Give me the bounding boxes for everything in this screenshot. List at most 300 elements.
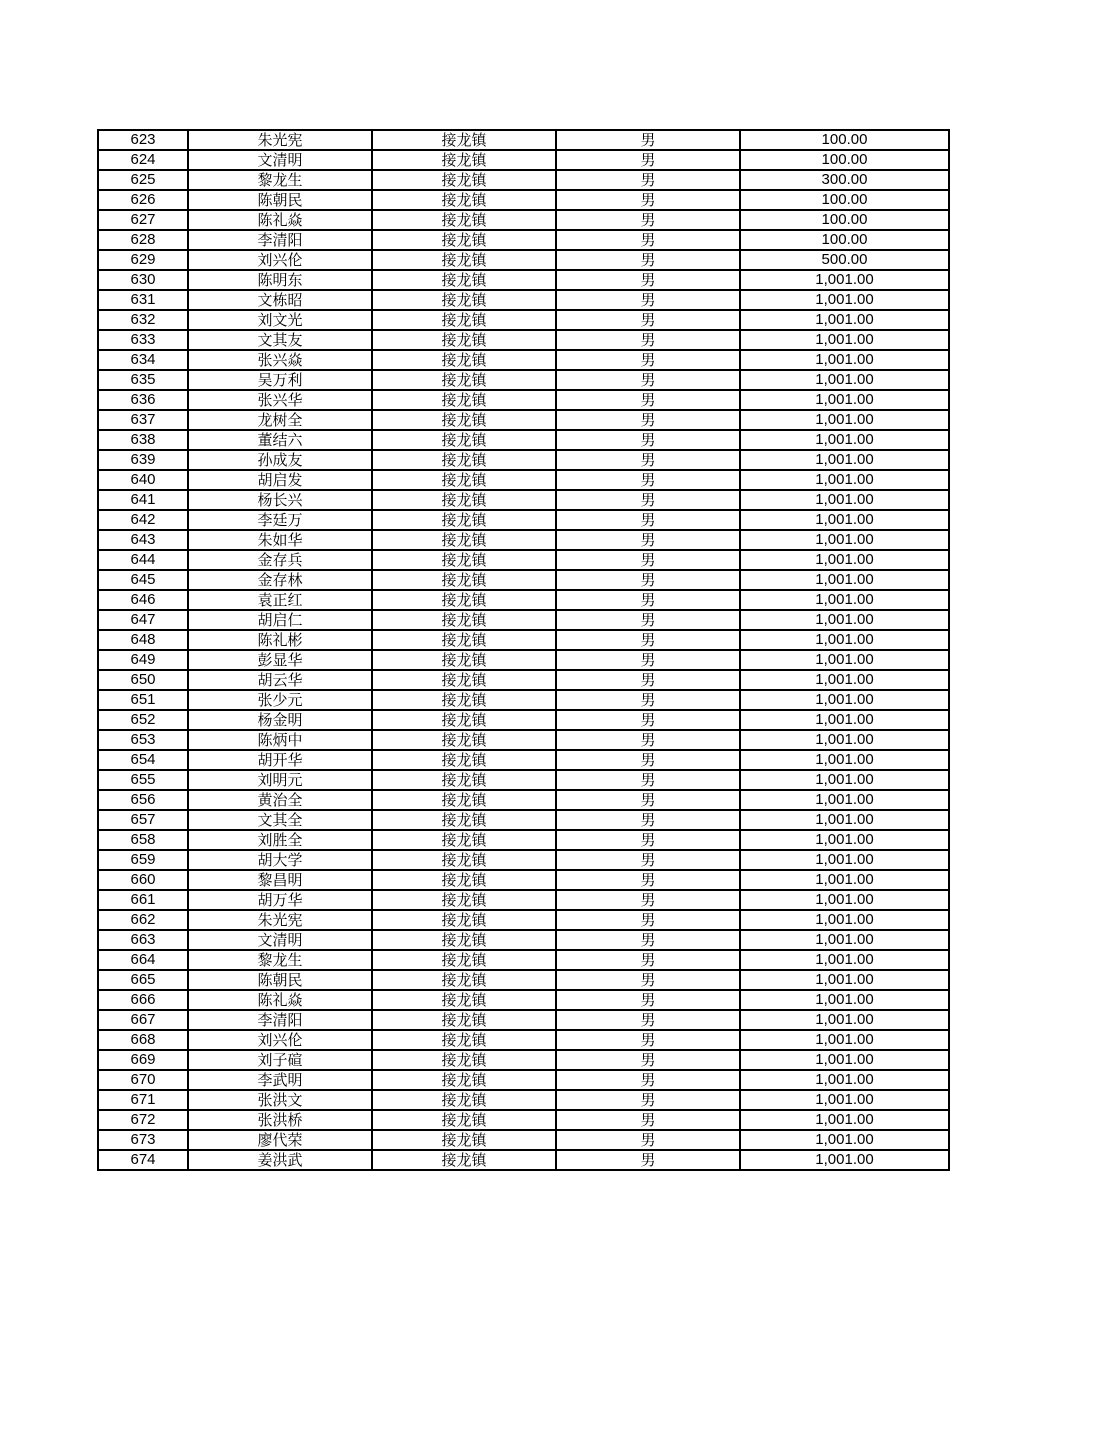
row-number-cell: 639 xyxy=(98,450,188,470)
amount-cell: 1,001.00 xyxy=(740,510,949,530)
row-number-cell: 662 xyxy=(98,910,188,930)
table-row xyxy=(98,730,949,750)
name-cell: 陈朝民 xyxy=(188,970,372,990)
name-cell: 胡大学 xyxy=(188,850,372,870)
row-number-cell: 635 xyxy=(98,370,188,390)
table-row xyxy=(98,1110,949,1130)
town-cell: 接龙镇 xyxy=(372,930,556,950)
amount-cell: 1,001.00 xyxy=(740,830,949,850)
gender-cell: 男 xyxy=(556,930,740,950)
name-cell: 黎龙生 xyxy=(188,950,372,970)
table-row xyxy=(98,850,949,870)
amount-cell: 1,001.00 xyxy=(740,1090,949,1110)
table-row xyxy=(98,190,949,210)
amount-cell: 1,001.00 xyxy=(740,990,949,1010)
town-cell: 接龙镇 xyxy=(372,370,556,390)
town-cell: 接龙镇 xyxy=(372,190,556,210)
table-row xyxy=(98,990,949,1010)
amount-cell: 1,001.00 xyxy=(740,310,949,330)
town-cell: 接龙镇 xyxy=(372,350,556,370)
town-cell: 接龙镇 xyxy=(372,970,556,990)
town-cell: 接龙镇 xyxy=(372,570,556,590)
gender-cell: 男 xyxy=(556,690,740,710)
town-cell: 接龙镇 xyxy=(372,670,556,690)
town-cell: 接龙镇 xyxy=(372,830,556,850)
gender-cell: 男 xyxy=(556,1090,740,1110)
table-row xyxy=(98,230,949,250)
amount-cell: 1,001.00 xyxy=(740,790,949,810)
town-cell: 接龙镇 xyxy=(372,1130,556,1150)
name-cell: 朱光宪 xyxy=(188,910,372,930)
row-number-cell: 657 xyxy=(98,810,188,830)
amount-cell: 1,001.00 xyxy=(740,850,949,870)
row-number-cell: 653 xyxy=(98,730,188,750)
amount-cell: 1,001.00 xyxy=(740,770,949,790)
table-row xyxy=(98,750,949,770)
table-row xyxy=(98,490,949,510)
amount-cell: 1,001.00 xyxy=(740,910,949,930)
amount-cell: 1,001.00 xyxy=(740,1150,949,1170)
table-row xyxy=(98,650,949,670)
town-cell: 接龙镇 xyxy=(372,170,556,190)
row-number-cell: 666 xyxy=(98,990,188,1010)
amount-cell: 100.00 xyxy=(740,230,949,250)
gender-cell: 男 xyxy=(556,290,740,310)
gender-cell: 男 xyxy=(556,150,740,170)
row-number-cell: 656 xyxy=(98,790,188,810)
town-cell: 接龙镇 xyxy=(372,590,556,610)
name-cell: 杨金明 xyxy=(188,710,372,730)
name-cell: 陈礼彬 xyxy=(188,630,372,650)
gender-cell: 男 xyxy=(556,710,740,730)
town-cell: 接龙镇 xyxy=(372,1050,556,1070)
amount-cell: 1,001.00 xyxy=(740,270,949,290)
gender-cell: 男 xyxy=(556,350,740,370)
row-number-cell: 672 xyxy=(98,1110,188,1130)
table-row xyxy=(98,370,949,390)
row-number-cell: 631 xyxy=(98,290,188,310)
town-cell: 接龙镇 xyxy=(372,470,556,490)
row-number-cell: 660 xyxy=(98,870,188,890)
gender-cell: 男 xyxy=(556,850,740,870)
town-cell: 接龙镇 xyxy=(372,390,556,410)
town-cell: 接龙镇 xyxy=(372,130,556,150)
name-cell: 李武明 xyxy=(188,1070,372,1090)
roster-table-body xyxy=(98,130,949,1170)
amount-cell: 1,001.00 xyxy=(740,330,949,350)
town-cell: 接龙镇 xyxy=(372,210,556,230)
gender-cell: 男 xyxy=(556,670,740,690)
row-number-cell: 625 xyxy=(98,170,188,190)
gender-cell: 男 xyxy=(556,270,740,290)
gender-cell: 男 xyxy=(556,370,740,390)
name-cell: 刘胜全 xyxy=(188,830,372,850)
town-cell: 接龙镇 xyxy=(372,870,556,890)
row-number-cell: 628 xyxy=(98,230,188,250)
table-row xyxy=(98,390,949,410)
table-row xyxy=(98,290,949,310)
amount-cell: 1,001.00 xyxy=(740,490,949,510)
town-cell: 接龙镇 xyxy=(372,270,556,290)
gender-cell: 男 xyxy=(556,1010,740,1030)
amount-cell: 1,001.00 xyxy=(740,950,949,970)
name-cell: 张兴焱 xyxy=(188,350,372,370)
amount-cell: 1,001.00 xyxy=(740,290,949,310)
town-cell: 接龙镇 xyxy=(372,230,556,250)
amount-cell: 1,001.00 xyxy=(740,1130,949,1150)
amount-cell: 1,001.00 xyxy=(740,570,949,590)
amount-cell: 1,001.00 xyxy=(740,530,949,550)
town-cell: 接龙镇 xyxy=(372,1090,556,1110)
table-row xyxy=(98,710,949,730)
table-row xyxy=(98,550,949,570)
amount-cell: 500.00 xyxy=(740,250,949,270)
name-cell: 刘兴伦 xyxy=(188,250,372,270)
table-row xyxy=(98,630,949,650)
gender-cell: 男 xyxy=(556,890,740,910)
table-row xyxy=(98,770,949,790)
table-row xyxy=(98,870,949,890)
gender-cell: 男 xyxy=(556,650,740,670)
town-cell: 接龙镇 xyxy=(372,1150,556,1170)
name-cell: 廖代荣 xyxy=(188,1130,372,1150)
name-cell: 陈炳中 xyxy=(188,730,372,750)
gender-cell: 男 xyxy=(556,1070,740,1090)
town-cell: 接龙镇 xyxy=(372,1070,556,1090)
roster-table xyxy=(97,129,950,1171)
town-cell: 接龙镇 xyxy=(372,410,556,430)
row-number-cell: 665 xyxy=(98,970,188,990)
name-cell: 李清阳 xyxy=(188,1010,372,1030)
gender-cell: 男 xyxy=(556,810,740,830)
row-number-cell: 645 xyxy=(98,570,188,590)
name-cell: 陈明东 xyxy=(188,270,372,290)
row-number-cell: 668 xyxy=(98,1030,188,1050)
row-number-cell: 654 xyxy=(98,750,188,770)
gender-cell: 男 xyxy=(556,490,740,510)
amount-cell: 1,001.00 xyxy=(740,470,949,490)
row-number-cell: 671 xyxy=(98,1090,188,1110)
gender-cell: 男 xyxy=(556,310,740,330)
amount-cell: 1,001.00 xyxy=(740,930,949,950)
name-cell: 姜洪武 xyxy=(188,1150,372,1170)
table-row xyxy=(98,330,949,350)
name-cell: 黎龙生 xyxy=(188,170,372,190)
row-number-cell: 649 xyxy=(98,650,188,670)
row-number-cell: 626 xyxy=(98,190,188,210)
name-cell: 文清明 xyxy=(188,930,372,950)
gender-cell: 男 xyxy=(556,230,740,250)
table-row xyxy=(98,210,949,230)
row-number-cell: 648 xyxy=(98,630,188,650)
name-cell: 胡启仁 xyxy=(188,610,372,630)
row-number-cell: 650 xyxy=(98,670,188,690)
row-number-cell: 646 xyxy=(98,590,188,610)
name-cell: 金存兵 xyxy=(188,550,372,570)
row-number-cell: 661 xyxy=(98,890,188,910)
table-row xyxy=(98,690,949,710)
amount-cell: 1,001.00 xyxy=(740,970,949,990)
town-cell: 接龙镇 xyxy=(372,550,556,570)
amount-cell: 1,001.00 xyxy=(740,890,949,910)
town-cell: 接龙镇 xyxy=(372,790,556,810)
table-row xyxy=(98,890,949,910)
gender-cell: 男 xyxy=(556,390,740,410)
row-number-cell: 637 xyxy=(98,410,188,430)
name-cell: 张洪文 xyxy=(188,1090,372,1110)
gender-cell: 男 xyxy=(556,970,740,990)
table-row xyxy=(98,910,949,930)
gender-cell: 男 xyxy=(556,450,740,470)
town-cell: 接龙镇 xyxy=(372,650,556,670)
name-cell: 文清明 xyxy=(188,150,372,170)
amount-cell: 1,001.00 xyxy=(740,650,949,670)
name-cell: 胡万华 xyxy=(188,890,372,910)
row-number-cell: 673 xyxy=(98,1130,188,1150)
amount-cell: 1,001.00 xyxy=(740,390,949,410)
table-row xyxy=(98,350,949,370)
row-number-cell: 669 xyxy=(98,1050,188,1070)
row-number-cell: 640 xyxy=(98,470,188,490)
gender-cell: 男 xyxy=(556,1050,740,1070)
row-number-cell: 652 xyxy=(98,710,188,730)
name-cell: 张洪桥 xyxy=(188,1110,372,1130)
gender-cell: 男 xyxy=(556,770,740,790)
gender-cell: 男 xyxy=(556,570,740,590)
name-cell: 朱光宪 xyxy=(188,130,372,150)
gender-cell: 男 xyxy=(556,990,740,1010)
amount-cell: 1,001.00 xyxy=(740,1070,949,1090)
row-number-cell: 641 xyxy=(98,490,188,510)
name-cell: 张兴华 xyxy=(188,390,372,410)
row-number-cell: 647 xyxy=(98,610,188,630)
gender-cell: 男 xyxy=(556,870,740,890)
table-row xyxy=(98,970,949,990)
table-row xyxy=(98,930,949,950)
name-cell: 龙树全 xyxy=(188,410,372,430)
table-row xyxy=(98,1070,949,1090)
table-row xyxy=(98,1010,949,1030)
row-number-cell: 655 xyxy=(98,770,188,790)
row-number-cell: 642 xyxy=(98,510,188,530)
name-cell: 刘子碹 xyxy=(188,1050,372,1070)
town-cell: 接龙镇 xyxy=(372,150,556,170)
amount-cell: 1,001.00 xyxy=(740,370,949,390)
table-row xyxy=(98,790,949,810)
row-number-cell: 659 xyxy=(98,850,188,870)
amount-cell: 100.00 xyxy=(740,190,949,210)
town-cell: 接龙镇 xyxy=(372,850,556,870)
gender-cell: 男 xyxy=(556,550,740,570)
amount-cell: 1,001.00 xyxy=(740,710,949,730)
name-cell: 陈朝民 xyxy=(188,190,372,210)
amount-cell: 1,001.00 xyxy=(740,1050,949,1070)
town-cell: 接龙镇 xyxy=(372,710,556,730)
table-row xyxy=(98,1030,949,1050)
row-number-cell: 630 xyxy=(98,270,188,290)
table-row xyxy=(98,130,949,150)
gender-cell: 男 xyxy=(556,470,740,490)
town-cell: 接龙镇 xyxy=(372,1030,556,1050)
name-cell: 胡启发 xyxy=(188,470,372,490)
town-cell: 接龙镇 xyxy=(372,690,556,710)
amount-cell: 1,001.00 xyxy=(740,730,949,750)
amount-cell: 1,001.00 xyxy=(740,750,949,770)
name-cell: 陈礼焱 xyxy=(188,990,372,1010)
gender-cell: 男 xyxy=(556,1110,740,1130)
table-row xyxy=(98,430,949,450)
gender-cell: 男 xyxy=(556,830,740,850)
name-cell: 文其友 xyxy=(188,330,372,350)
gender-cell: 男 xyxy=(556,510,740,530)
town-cell: 接龙镇 xyxy=(372,1110,556,1130)
table-row xyxy=(98,410,949,430)
town-cell: 接龙镇 xyxy=(372,290,556,310)
name-cell: 黎昌明 xyxy=(188,870,372,890)
town-cell: 接龙镇 xyxy=(372,1010,556,1030)
name-cell: 彭显华 xyxy=(188,650,372,670)
town-cell: 接龙镇 xyxy=(372,950,556,970)
amount-cell: 300.00 xyxy=(740,170,949,190)
name-cell: 杨长兴 xyxy=(188,490,372,510)
name-cell: 董结六 xyxy=(188,430,372,450)
table-row xyxy=(98,250,949,270)
name-cell: 胡云华 xyxy=(188,670,372,690)
table-row xyxy=(98,590,949,610)
town-cell: 接龙镇 xyxy=(372,610,556,630)
gender-cell: 男 xyxy=(556,530,740,550)
name-cell: 刘文光 xyxy=(188,310,372,330)
name-cell: 陈礼焱 xyxy=(188,210,372,230)
table-row xyxy=(98,530,949,550)
town-cell: 接龙镇 xyxy=(372,630,556,650)
gender-cell: 男 xyxy=(556,1030,740,1050)
name-cell: 文栋昭 xyxy=(188,290,372,310)
name-cell: 金存林 xyxy=(188,570,372,590)
table-row xyxy=(98,1150,949,1170)
amount-cell: 1,001.00 xyxy=(740,350,949,370)
amount-cell: 1,001.00 xyxy=(740,550,949,570)
table-row xyxy=(98,610,949,630)
row-number-cell: 667 xyxy=(98,1010,188,1030)
name-cell: 李廷万 xyxy=(188,510,372,530)
name-cell: 袁正红 xyxy=(188,590,372,610)
row-number-cell: 624 xyxy=(98,150,188,170)
gender-cell: 男 xyxy=(556,190,740,210)
town-cell: 接龙镇 xyxy=(372,310,556,330)
table-row xyxy=(98,310,949,330)
town-cell: 接龙镇 xyxy=(372,890,556,910)
town-cell: 接龙镇 xyxy=(372,330,556,350)
table-row xyxy=(98,570,949,590)
name-cell: 孙成友 xyxy=(188,450,372,470)
gender-cell: 男 xyxy=(556,130,740,150)
amount-cell: 100.00 xyxy=(740,210,949,230)
row-number-cell: 629 xyxy=(98,250,188,270)
amount-cell: 1,001.00 xyxy=(740,410,949,430)
gender-cell: 男 xyxy=(556,950,740,970)
gender-cell: 男 xyxy=(556,590,740,610)
row-number-cell: 636 xyxy=(98,390,188,410)
town-cell: 接龙镇 xyxy=(372,490,556,510)
amount-cell: 1,001.00 xyxy=(740,1030,949,1050)
name-cell: 吴万利 xyxy=(188,370,372,390)
table-row xyxy=(98,270,949,290)
gender-cell: 男 xyxy=(556,750,740,770)
name-cell: 张少元 xyxy=(188,690,372,710)
gender-cell: 男 xyxy=(556,910,740,930)
amount-cell: 1,001.00 xyxy=(740,870,949,890)
row-number-cell: 674 xyxy=(98,1150,188,1170)
gender-cell: 男 xyxy=(556,630,740,650)
town-cell: 接龙镇 xyxy=(372,990,556,1010)
gender-cell: 男 xyxy=(556,1130,740,1150)
amount-cell: 100.00 xyxy=(740,150,949,170)
table-row xyxy=(98,950,949,970)
amount-cell: 1,001.00 xyxy=(740,1110,949,1130)
name-cell: 文其全 xyxy=(188,810,372,830)
table-row xyxy=(98,1050,949,1070)
table-row xyxy=(98,170,949,190)
row-number-cell: 663 xyxy=(98,930,188,950)
name-cell: 刘明元 xyxy=(188,770,372,790)
gender-cell: 男 xyxy=(556,430,740,450)
amount-cell: 1,001.00 xyxy=(740,610,949,630)
gender-cell: 男 xyxy=(556,410,740,430)
name-cell: 黄治全 xyxy=(188,790,372,810)
row-number-cell: 638 xyxy=(98,430,188,450)
town-cell: 接龙镇 xyxy=(372,450,556,470)
row-number-cell: 632 xyxy=(98,310,188,330)
town-cell: 接龙镇 xyxy=(372,810,556,830)
table-row xyxy=(98,1090,949,1110)
row-number-cell: 651 xyxy=(98,690,188,710)
amount-cell: 1,001.00 xyxy=(740,430,949,450)
town-cell: 接龙镇 xyxy=(372,730,556,750)
gender-cell: 男 xyxy=(556,170,740,190)
gender-cell: 男 xyxy=(556,610,740,630)
row-number-cell: 627 xyxy=(98,210,188,230)
roster-sheet xyxy=(97,129,950,1171)
amount-cell: 1,001.00 xyxy=(740,590,949,610)
amount-cell: 1,001.00 xyxy=(740,810,949,830)
gender-cell: 男 xyxy=(556,250,740,270)
table-row xyxy=(98,810,949,830)
gender-cell: 男 xyxy=(556,790,740,810)
table-row xyxy=(98,510,949,530)
table-row xyxy=(98,830,949,850)
gender-cell: 男 xyxy=(556,330,740,350)
town-cell: 接龙镇 xyxy=(372,510,556,530)
name-cell: 胡开华 xyxy=(188,750,372,770)
row-number-cell: 664 xyxy=(98,950,188,970)
name-cell: 李清阳 xyxy=(188,230,372,250)
row-number-cell: 633 xyxy=(98,330,188,350)
town-cell: 接龙镇 xyxy=(372,770,556,790)
table-row xyxy=(98,450,949,470)
amount-cell: 100.00 xyxy=(740,130,949,150)
table-row xyxy=(98,470,949,490)
town-cell: 接龙镇 xyxy=(372,910,556,930)
row-number-cell: 644 xyxy=(98,550,188,570)
row-number-cell: 658 xyxy=(98,830,188,850)
amount-cell: 1,001.00 xyxy=(740,670,949,690)
row-number-cell: 623 xyxy=(98,130,188,150)
gender-cell: 男 xyxy=(556,1150,740,1170)
town-cell: 接龙镇 xyxy=(372,530,556,550)
amount-cell: 1,001.00 xyxy=(740,450,949,470)
table-row xyxy=(98,150,949,170)
